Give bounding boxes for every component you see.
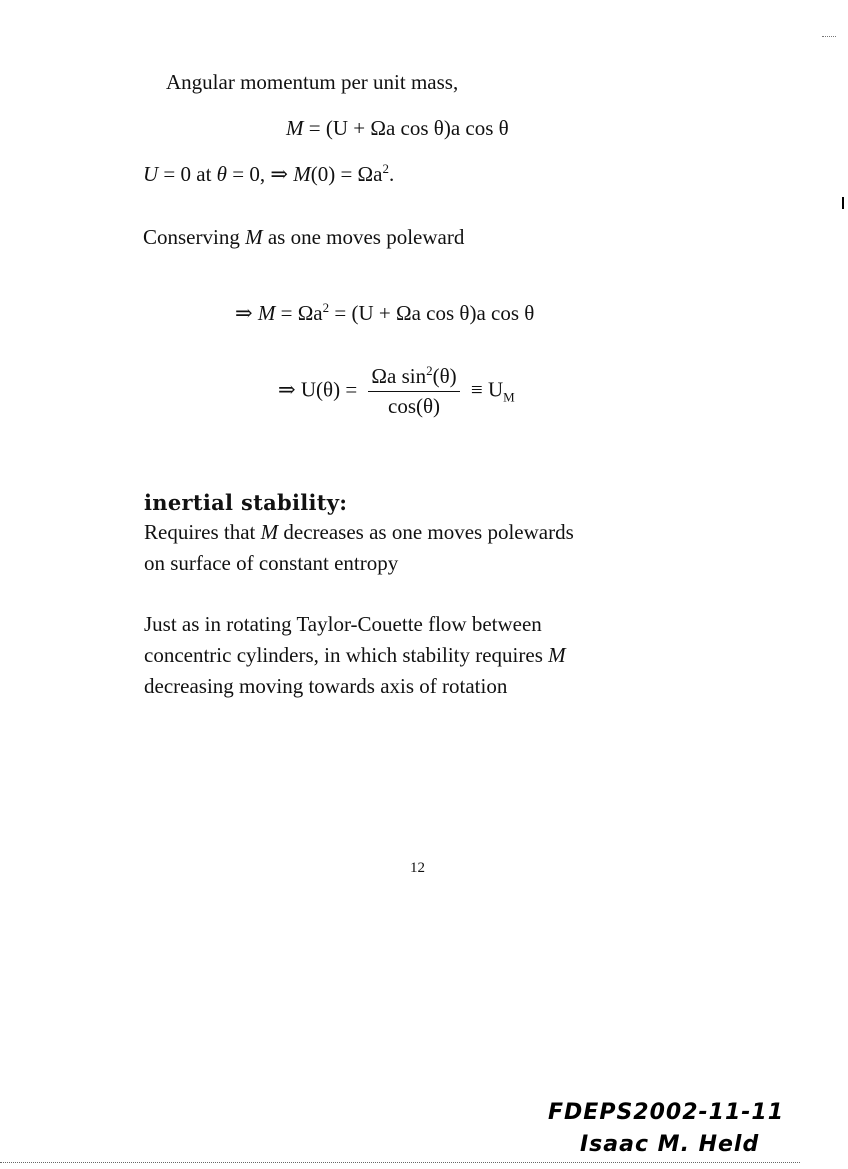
eq1-rhs: = (U + Ωa cos θ)a cos θ xyxy=(308,116,509,140)
section-heading: inertial stability: xyxy=(144,490,348,515)
eq2-mid: = Ωa xyxy=(280,301,323,325)
margin-mark xyxy=(842,197,844,209)
eq3-num: Ωa sin xyxy=(371,364,427,388)
paragraph2-line3: decreasing moving towards axis of rotation xyxy=(144,674,508,698)
cond-theta: θ xyxy=(216,162,227,186)
paragraph1-line2: on surface of constant entropy xyxy=(144,551,399,575)
p2-pre: concentric cylinders, in which stability requires xyxy=(144,643,543,667)
cond-exp: 2 xyxy=(382,161,389,176)
cond-rest: = 0, ⇒ xyxy=(232,162,288,186)
handwritten-signature-line1: FDEPS2002-11-11 xyxy=(548,1100,785,1125)
cond-u: U xyxy=(143,162,159,186)
eq2-rhs: = (U + Ωa cos θ)a cos θ xyxy=(334,301,535,325)
p1-var: M xyxy=(260,520,279,544)
paragraph2-line1: Just as in rotating Taylor-Couette flow between xyxy=(144,612,542,636)
eq1-lhs: M xyxy=(286,116,304,140)
cond-tail: (0) = Ωa xyxy=(310,162,383,186)
paragraph2-line2 xyxy=(144,643,566,668)
p1-post: decreases as one moves polewards xyxy=(283,520,574,544)
equation-angular-momentum xyxy=(286,116,509,141)
intro-text: Angular momentum per unit mass, xyxy=(166,70,459,94)
handwritten-signature-line2: Isaac M. Held xyxy=(580,1132,760,1157)
scan-speck xyxy=(822,36,836,37)
eq2-exp: 2 xyxy=(322,300,330,315)
eq3-fraction xyxy=(368,364,459,419)
conserve-pre: Conserving xyxy=(143,225,240,249)
conserving-text xyxy=(143,225,464,250)
boundary-condition xyxy=(143,162,394,187)
eq3-arrow: ⇒ xyxy=(278,377,296,402)
paragraph1-line1 xyxy=(144,520,574,545)
equation-u-theta xyxy=(278,364,515,419)
eq3-lhs: U(θ) = xyxy=(300,377,358,402)
eq3-equiv: ≡ U xyxy=(470,377,504,402)
conserve-post: as one moves poleward xyxy=(267,225,465,249)
eq2-m: M xyxy=(257,301,276,325)
eq2-arrow: ⇒ xyxy=(235,301,253,325)
cond-eq0: = 0 at xyxy=(163,162,212,186)
eq3-sub: M xyxy=(503,389,515,405)
p1-pre: Requires that xyxy=(144,520,256,544)
p2-var: M xyxy=(548,643,566,667)
eq3-num-exp: 2 xyxy=(426,363,433,378)
cond-m0: M xyxy=(293,162,311,186)
bottom-divider xyxy=(0,1162,800,1163)
eq3-denominator: cos(θ) xyxy=(388,394,441,418)
page-number: 12 xyxy=(410,860,425,876)
equation-conservation xyxy=(235,301,534,326)
conserve-var: M xyxy=(245,225,263,249)
eq3-num-tail: (θ) xyxy=(432,364,457,388)
cond-end: . xyxy=(388,162,395,186)
eq3-numerator xyxy=(368,364,459,392)
